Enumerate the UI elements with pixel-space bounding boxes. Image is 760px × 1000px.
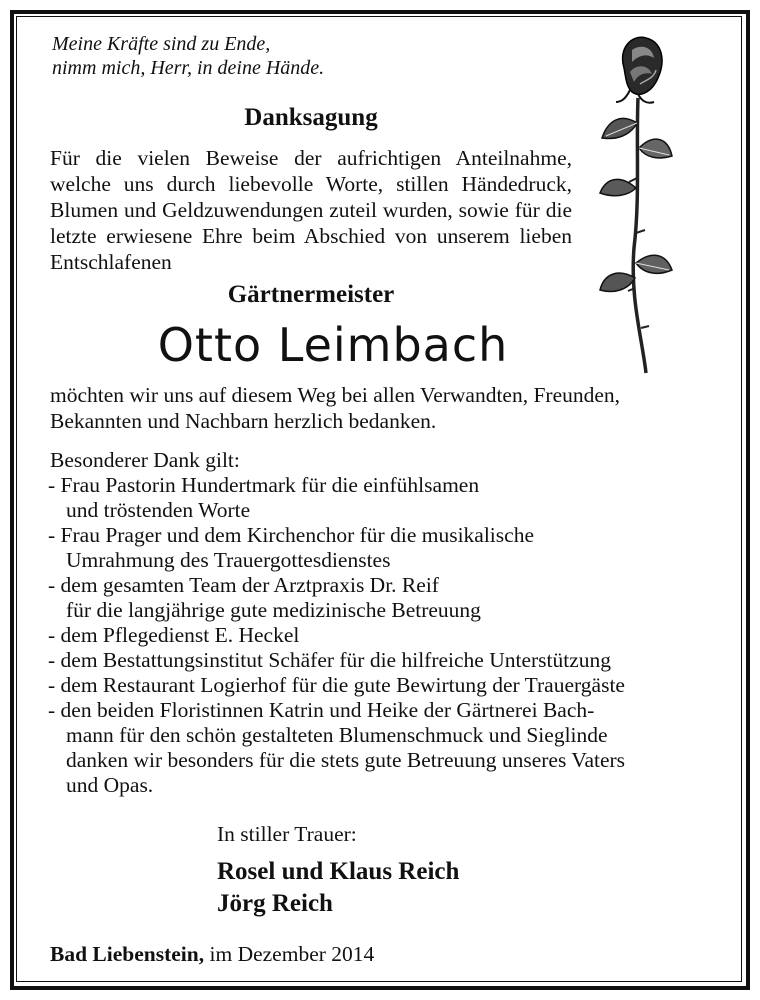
heading-danksagung: Danksagung <box>244 104 378 131</box>
signature-line: Rosel und Klaus Reich <box>217 858 460 885</box>
motto <box>52 32 324 80</box>
place-date <box>50 942 374 967</box>
motto-line-2: nimm mich, Herr, in deine Hände. <box>52 57 325 79</box>
deceased-name: Otto Leimbach <box>157 318 509 372</box>
signature-line: Jörg Reich <box>217 890 333 917</box>
mourning-label: In stiller Trauer: <box>217 822 357 846</box>
thanks-line: Bekannten und Nachbarn herzlich bedanken. <box>50 409 437 433</box>
list-item: - dem gesamten Team der Arztpraxis Dr. Reif für die langjährige gute medizinische Betreuung <box>48 573 481 622</box>
list-item: - den beiden Floristinnen Katrin und Heike der Gärtnerei Bach- mann für den schön gestalteten Blumenschmuck und Sieglinde danken wir besonders für die stets gute Betreuung unseres Vaters und Opas. <box>48 698 626 797</box>
thanks-line: möchten wir uns auf diesem Weg bei allen Verwandten, Freunden, <box>50 383 621 407</box>
rose-icon <box>596 28 676 378</box>
motto-line-1: Meine Kräfte sind zu Ende, <box>52 33 271 55</box>
signatures <box>217 856 459 920</box>
special-thanks-intro: Besonderer Dank gilt: <box>50 448 240 472</box>
date: im Dezember 2014 <box>209 942 375 966</box>
intro-paragraph: Für die vielen Beweise der aufrichtigen Anteilnahme, welche uns durch liebevolle Worte, stillen Händedruck, Blumen und Geldzuwendungen zuteil wurden, sowie für die letzte erwiesene Ehre beim Abschied von unserem lieben Entschlafenen <box>50 146 572 274</box>
thanks-list <box>48 473 625 798</box>
list-item: - dem Restaurant Logierhof für die gute Bewirtung der Trauergäste <box>48 673 625 697</box>
list-item: - dem Pflegedienst E. Heckel <box>48 623 300 647</box>
thanks-paragraph <box>50 382 620 434</box>
place: Bad Liebenstein, <box>50 942 205 966</box>
deceased-title: Gärtnermeister <box>227 281 395 308</box>
list-item: - Frau Pastorin Hundertmark für die einfühlsamen und tröstenden Worte <box>48 473 480 522</box>
list-item: - dem Bestattungsinstitut Schäfer für die hilfreiche Unterstützung <box>48 648 612 672</box>
list-item: - Frau Prager und dem Kirchenchor für die musikalische Umrahmung des Trauergottesdienstes <box>48 523 534 572</box>
